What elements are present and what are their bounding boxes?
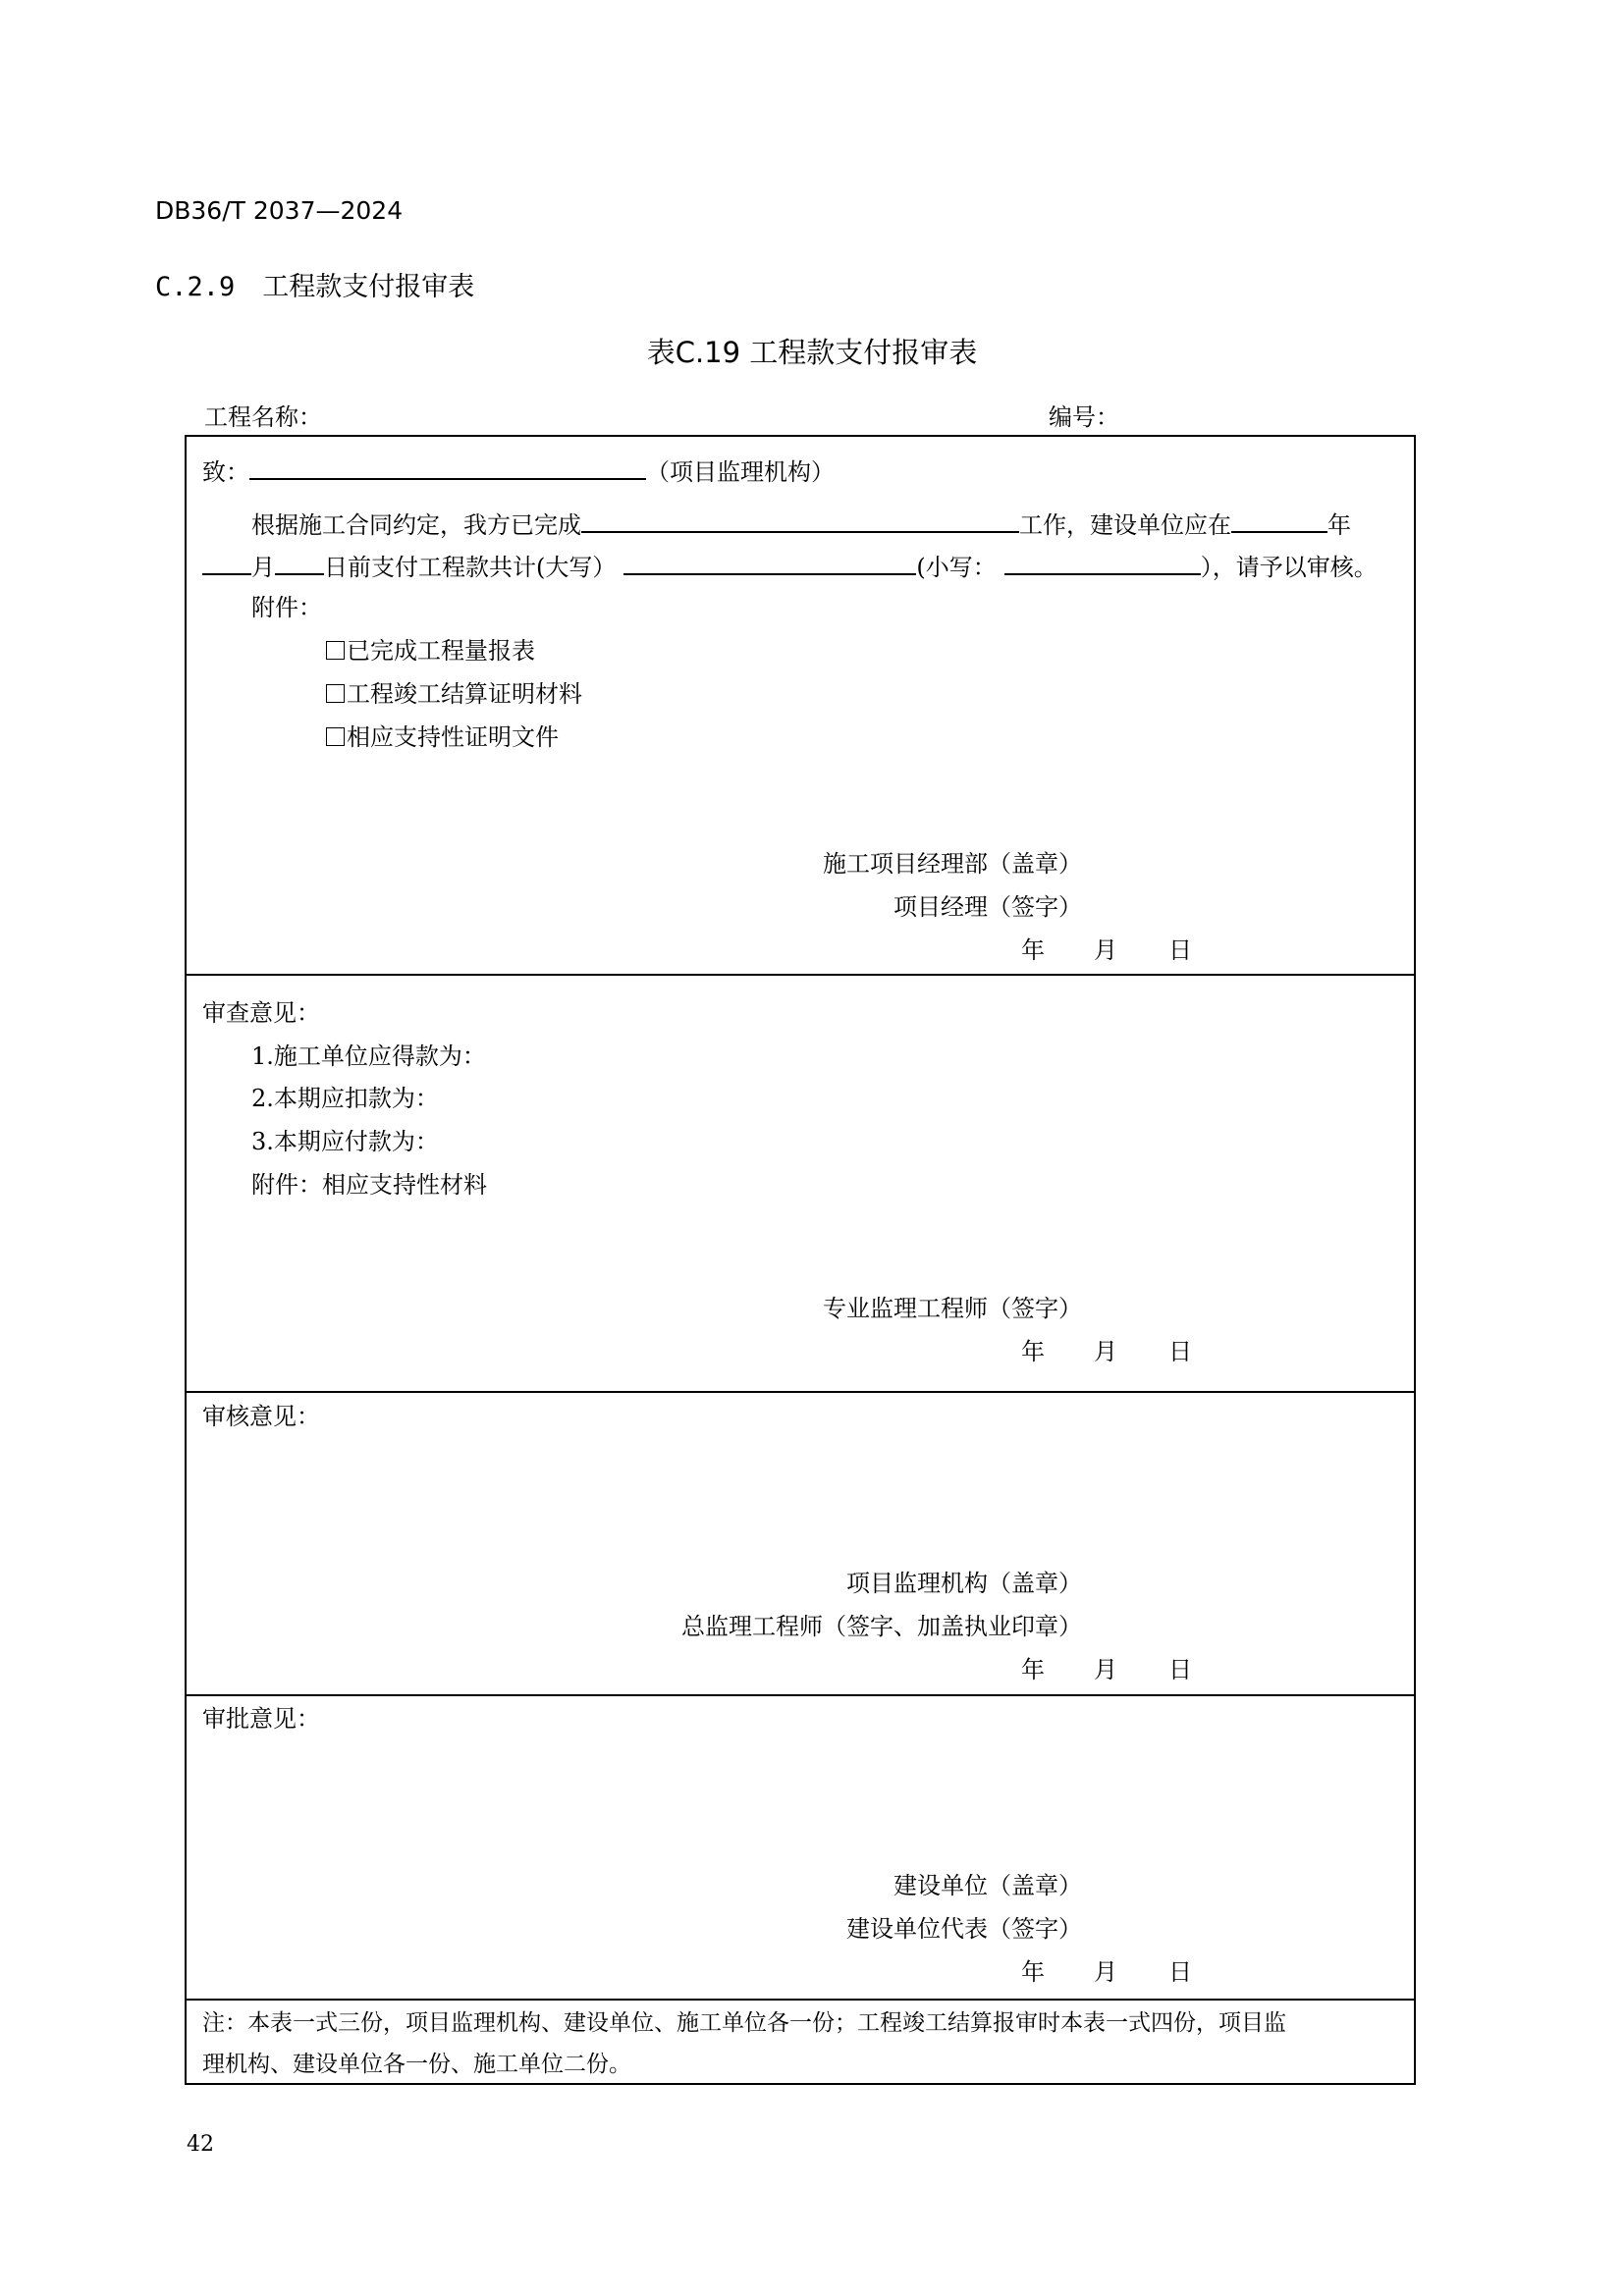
line2-text-d: ），请予以审核。 (1200, 554, 1378, 581)
owner-rep-sign: 建设单位代表（签字） (846, 1915, 1082, 1943)
section-title: 工程款支付报审表 (262, 272, 475, 302)
review-item: 3.本期应付款为： (251, 1128, 439, 1155)
review-attachment: 附件：相应支持性材料 (251, 1171, 487, 1199)
amount-words-field[interactable] (623, 550, 916, 575)
section-divider (187, 974, 1414, 976)
checkbox[interactable] (326, 684, 345, 703)
project-name-label: 工程名称： (204, 403, 322, 431)
line2-text-b: 日前支付工程款共计(大写） (324, 554, 617, 581)
attachment-label: 相应支持性证明文件 (347, 723, 559, 751)
section-number: C.2.9 (155, 272, 236, 302)
supervisor-engineer-sign: 专业监理工程师（签字） (823, 1295, 1082, 1322)
pay-month-field[interactable] (202, 550, 251, 575)
addressee-field[interactable] (249, 454, 646, 480)
chief-supervisor-sign: 总监理工程师（签字、加盖执业印章） (681, 1613, 1082, 1640)
addressee-line (202, 454, 835, 487)
approval-title: 审批意见： (202, 1705, 320, 1733)
day-label: 日 (1168, 1338, 1192, 1365)
checkbox[interactable] (326, 727, 345, 746)
year-label: 年 (1021, 936, 1045, 964)
owner-seal: 建设单位（盖章） (893, 1872, 1082, 1899)
contractor-dept-seal: 施工项目经理部（盖章） (823, 850, 1082, 878)
line1-text-a: 根据施工合同约定，我方已完成 (251, 511, 581, 539)
to-suffix: （项目监理机构） (646, 458, 835, 486)
review-item: 1.施工单位应得款为： (251, 1042, 486, 1070)
section-divider (187, 1391, 1414, 1393)
day-label: 日 (1168, 936, 1192, 964)
note-line-1: 注：本表一式三份，项目监理机构、建设单位、施工单位各一份；工程竣工结算报审时本表一式四份，项目监 (202, 2010, 1286, 2036)
application-line-2 (202, 550, 1378, 582)
month-label: 月 (1094, 936, 1117, 964)
amount-figures-field[interactable] (1004, 550, 1201, 575)
line1-text-b: 工作，建设单位应在 (1019, 511, 1231, 539)
section-divider (187, 1694, 1414, 1696)
supervision-org-seal: 项目监理机构（盖章） (846, 1570, 1082, 1597)
checkbox[interactable] (326, 641, 345, 660)
attachment-item[interactable] (326, 722, 559, 752)
page-number: 42 (187, 2132, 214, 2157)
pay-day-field[interactable] (275, 550, 324, 575)
day-label: 日 (1168, 1656, 1192, 1683)
attachments-label: 附件： (251, 594, 322, 621)
audit-title: 审核意见： (202, 1403, 320, 1430)
standard-code: DB36/T 2037—2024 (155, 196, 404, 225)
month-label: 月 (1094, 1958, 1117, 1986)
review-title: 审查意见： (202, 999, 320, 1027)
completed-work-field[interactable] (581, 507, 1019, 533)
attachment-label: 已完成工程量报表 (347, 637, 535, 665)
month-label: 月 (1094, 1338, 1117, 1365)
project-manager-sign: 项目经理（签字） (893, 893, 1082, 921)
attachment-item[interactable] (326, 636, 535, 666)
month-label: 月 (1094, 1656, 1117, 1683)
to-label: 致： (202, 458, 249, 486)
year-label: 年 (1021, 1656, 1045, 1683)
attachment-label: 工程竣工结算证明材料 (347, 680, 582, 708)
line2-text-a: 月 (251, 554, 275, 581)
day-label: 日 (1168, 1958, 1192, 1986)
line1-text-c: 年 (1327, 511, 1351, 539)
attachment-item[interactable] (326, 679, 582, 709)
review-item: 2.本期应扣款为： (251, 1085, 439, 1112)
note-line-2: 理机构、建设单位各一份、施工单位二份。 (202, 2052, 631, 2077)
payment-application-form (185, 435, 1416, 2085)
section-divider (187, 1999, 1414, 2001)
application-line-1 (251, 507, 1351, 540)
section-heading (155, 265, 474, 303)
serial-number-label: 编号： (1049, 403, 1119, 431)
pay-year-field[interactable] (1231, 507, 1327, 533)
line2-text-c: (小写： (916, 554, 997, 581)
table-title: 表C.19 工程款支付报审表 (646, 336, 978, 369)
year-label: 年 (1021, 1958, 1045, 1986)
year-label: 年 (1021, 1338, 1045, 1365)
